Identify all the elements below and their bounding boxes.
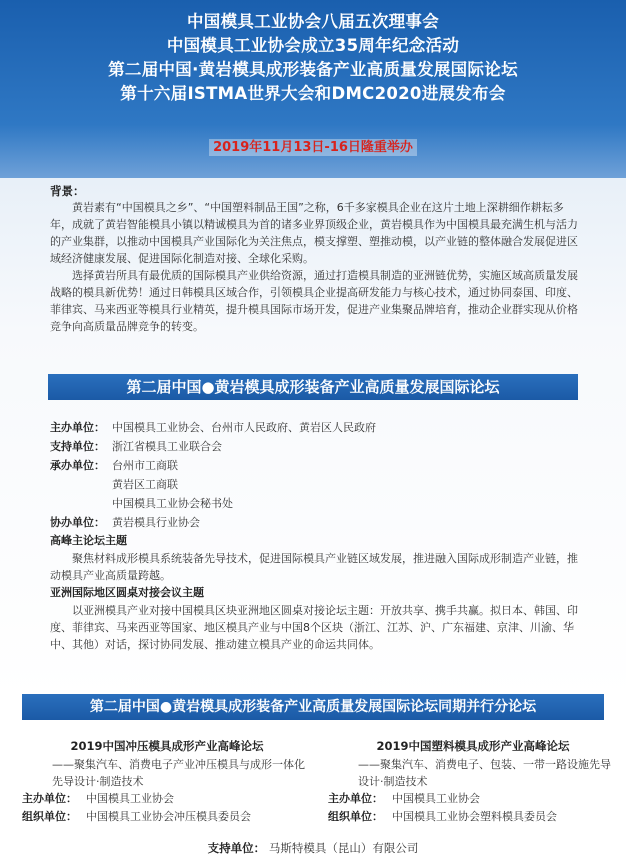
organizer-key: 协办单位： xyxy=(50,516,105,529)
organizer-key: 承办单位： xyxy=(50,459,105,472)
organizer-row xyxy=(50,456,580,513)
parallel-forum-banner: 第二届中国●黄岩模具成形装备产业高质量发展国际论坛同期并行分论坛 xyxy=(22,694,604,720)
event-date xyxy=(0,136,626,155)
header-title-1: 中国模具工业协会八届五次理事会 xyxy=(187,12,439,31)
organizer-key: 主办单位： xyxy=(50,421,105,434)
organizer-key: 组织单位： xyxy=(328,810,383,823)
organizer-value: 浙江省模具工业联合会 xyxy=(112,440,222,453)
background-paragraph-2: 选择黄岩所具有最优质的国际模具产业供给资源，通过打造模具制造的亚洲链优势，实施区域高质量发展战略的模具新优势！通过日韩模具区域合作，引领模具企业提高研发能力与核心技术，通过协同泰国、印度、菲律宾、马来西亚等模具行业精英，提升模具国际市场开发，促进产业集聚品牌培育，推动企业群实现从价格竞争向高质量品牌竞争的转变。 xyxy=(50,269,578,333)
stamping-host-row xyxy=(22,790,312,808)
header-titles xyxy=(0,10,626,106)
plastic-host-row xyxy=(328,790,618,808)
support-key: 支持单位： xyxy=(207,841,266,855)
host-value: 中国模具工业协会 xyxy=(86,792,174,805)
header-title-3: 第二届中国·黄岩模具成形装备产业高质量发展国际论坛 xyxy=(108,60,518,79)
organizer-value: 黄岩模具行业协会 xyxy=(112,516,200,529)
organizer-key: 支持单位： xyxy=(50,440,105,453)
host-key: 主办单位： xyxy=(328,792,383,805)
organizer-row xyxy=(50,418,580,437)
background-paragraph-1: 黄岩素有“中国模具之乡”、“中国塑料制品王国”之称，6千多家模具企业在这片土地上深耕细作耕耘多年，成就了黄岩智能模具小镇以精诚模具为首的诸多业界顶级企业，黄岩模具作为中国模具最充满生机与活力的产业集群，以推动中国模具产业国际化为关注焦点，模支撑塑、塑推动模，以产业链的整体融合发展促进区域经济健康发展、促进国际化制造对接、全球化采购。 xyxy=(50,201,578,265)
organizer-value: 中国模具工业协会、台州市人民政府、黄岩区人民政府 xyxy=(112,421,376,434)
stamping-forum-desc: ——聚集汽车、消费电子产业冲压模具与成形一体化先导设计·制造技术 xyxy=(52,758,305,788)
organizer-row xyxy=(50,513,580,532)
host-value: 中国模具工业协会 xyxy=(392,792,480,805)
forum-banner: 第二届中国●黄岩模具成形装备产业高质量发展国际论坛 xyxy=(48,374,578,400)
organizer-key: 组织单位： xyxy=(22,810,77,823)
plastic-organizer-row xyxy=(328,808,618,826)
summit-theme-heading: 高峰主论坛主题 xyxy=(50,534,127,547)
organizer-value: 中国模具工业协会冲压模具委员会 xyxy=(86,810,251,823)
background-section xyxy=(50,183,580,335)
organizer-value: 黄岩区工商联 xyxy=(112,478,178,491)
header-banner xyxy=(0,0,626,178)
plastic-forum-title: 2019中国塑料模具成形产业高峰论坛 xyxy=(376,739,570,753)
organizer-value: 中国模具工业协会塑料模具委员会 xyxy=(392,810,557,823)
plastic-forum xyxy=(328,737,618,826)
organizer-value: 台州市工商联 xyxy=(112,459,178,472)
summit-theme-text: 聚焦材料成形模具系统装备先导技术，促进国际模具产业链区域发展，推进融入国际成形制造产业链，推动模具产业高质量跨越。 xyxy=(50,552,578,582)
asia-theme-heading: 亚洲国际地区圆桌对接会议主题 xyxy=(50,586,204,599)
header-title-4: 第十六届ISTMA世界大会和DMC2020进展发布会 xyxy=(120,84,506,103)
stamping-forum xyxy=(22,737,312,826)
organizer-values xyxy=(112,456,580,513)
stamping-organizer-row xyxy=(22,808,312,826)
organizer-value: 中国模具工业协会秘书处 xyxy=(112,497,233,510)
host-key: 主办单位： xyxy=(22,792,77,805)
stamping-forum-title: 2019中国冲压模具成形产业高峰论坛 xyxy=(70,739,264,753)
background-label: 背景： xyxy=(50,184,85,198)
support-unit xyxy=(0,840,626,856)
plastic-forum-desc: ——聚集汽车、消费电子、包装、一带一路设施先导设计·制造技术 xyxy=(358,758,611,788)
forum-organizers xyxy=(50,418,580,653)
asia-theme-text: 以亚洲模具产业对接中国模具区块亚洲地区圆桌对接论坛主题：开放共享、携手共赢。拟日本、韩国、印度、菲律宾、马来西亚等国家、地区模具产业与中国8个区块（浙江、江苏、沪、广东福建、京津、川渝、华中、其他）对话，探讨协同发展、推动建立模具产业的命运共同体。 xyxy=(50,604,578,651)
header-title-2: 中国模具工业协会成立35周年纪念活动 xyxy=(166,36,460,55)
organizer-row xyxy=(50,437,580,456)
support-value: 马斯特模具（昆山）有限公司 xyxy=(268,841,419,855)
event-date-text: 2019年11月13日-16日隆重举办 xyxy=(209,139,417,156)
